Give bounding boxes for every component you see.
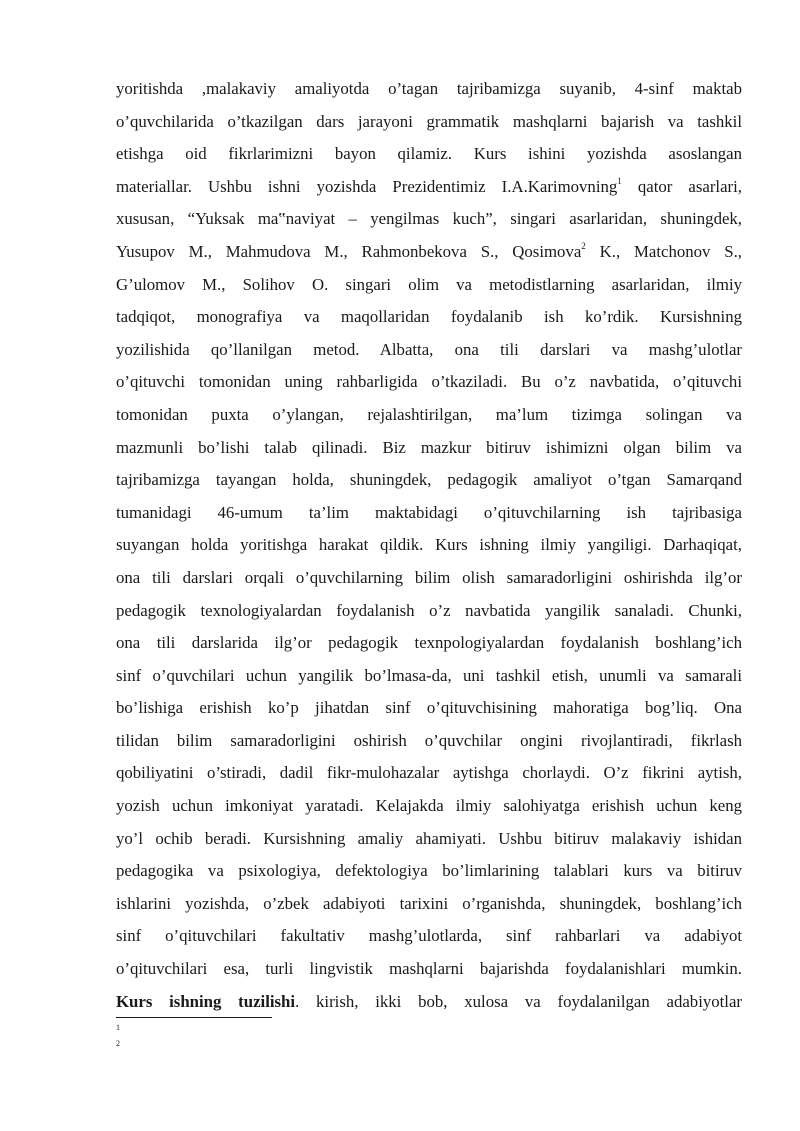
text-line: G’ulomov M., Solihov O. singari olim va metodistlarning asarlaridan, ilmiy	[116, 274, 742, 294]
line-text: . kirish, ikki bob, xulosa va foydalanilgan adabiyotlar	[295, 991, 743, 1011]
text-line	[116, 236, 742, 269]
text-line: sinf o’quvchilari uchun yangilik bo’lmasa-da, uni tashkil etish, unumli va samarali	[116, 665, 742, 685]
text-line: etishga oid fikrlarimizni bayon qilamiz. Kurs ishini yozishda asoslangan	[116, 144, 742, 164]
line-text: K., Matchonov S.,	[585, 241, 742, 261]
text-line: pedagogik texnologiyalardan foydalanish o’z navbatida yangilik sanaladi. Chunki,	[116, 600, 742, 620]
text-line: xususan, “Yuksak ma‟naviyat – yengilmas kuch”, singari asarlaridan, shuningdek,	[116, 209, 742, 229]
body-text	[116, 73, 742, 1018]
text-line: yoritishda ,malakaviy amaliyotda o’tagan tajribamizga suyanib, 4-sinf maktab	[116, 79, 742, 98]
text-line: tajribamizga tayangan holda, shuningdek, pedagogik amaliyot o’tgan Samarqand	[116, 470, 742, 490]
footnote-ref: 1	[617, 176, 622, 187]
line-text: materiallar. Ushbu ishni yozishda Prezidentimiz I.A.Karimovning	[116, 176, 618, 196]
footnote-separator	[116, 1017, 272, 1018]
text-line: o’qituvchilari esa, turli lingvistik mashqlarni bajarishda foydalanishlari mumkin.	[116, 959, 742, 979]
footnote-1-marker: 1	[116, 1023, 120, 1032]
line-text: qator asarlari,	[621, 176, 742, 196]
text-line: ishlarini yozishda, o’zbek adabiyoti tarixini o’rganishda, shuningdek, boshlang’ich	[116, 893, 742, 913]
text-line: bo’lishiga erishish ko’p jihatdan sinf o’qituvchisining mahoratiga bog’liq. Ona	[116, 698, 742, 718]
text-line: yozilishida qo’llanilgan metod. Albatta, ona tili darslari va mashg’ulotlar	[116, 339, 742, 359]
text-line: o’quvchilarida o’tkazilgan dars jarayoni grammatik mashqlarni bajarish va tashkil	[116, 111, 742, 131]
footnote-ref: 2	[581, 241, 586, 252]
text-line: tilidan bilim samaradorligini oshirish o’quvchilar ongini rivojlantiradi, fikrlash	[116, 730, 742, 750]
text-line	[116, 171, 742, 204]
text-line	[116, 986, 742, 1019]
text-line: suyangan holda yoritishga harakat qildik. Kurs ishning ilmiy yangiligi. Darhaqiqat,	[116, 535, 742, 555]
text-line: yo’l ochib beradi. Kursishning amaliy ahamiyati. Ushbu bitiruv malakaviy ishidan	[116, 828, 742, 848]
text-line: yozish uchun imkoniyat yaratadi. Kelajakda ilmiy salohiyatga erishish uchun keng	[116, 796, 742, 816]
text-line: tomonidan puxta o’ylangan, rejalashtirilgan, ma’lum tizimga solingan va	[116, 404, 742, 424]
text-line: ona tili darslarida ilg’or pedagogik texnpologiyalardan foydalanish boshlang’ich	[116, 633, 742, 653]
text-line: qobiliyatini o’stiradi, dadil fikr-mulohazalar aytishga chorlaydi. O’z fikrini aytish,	[116, 763, 742, 783]
footnote-2-marker: 2	[116, 1039, 120, 1048]
text-line: pedagogika va psixologiya, defektologiya bo’limlarining talablari kurs va bitiruv	[116, 861, 742, 881]
text-line: o’qituvchi tomonidan uning rahbarligida o’tkaziladi. Bu o’z navbatida, o’qituvchi	[116, 372, 742, 392]
text-line: mazmunli bo’lishi talab qilinadi. Biz mazkur bitiruv ishimizni olgan bilim va	[116, 437, 742, 457]
section-heading: Kurs ishning tuzilishi	[116, 991, 296, 1011]
text-line: sinf o’qituvchilari fakultativ mashg’ulotlarda, sinf rahbarlari va adabiyot	[116, 926, 742, 946]
text-line: tadqiqot, monografiya va maqollaridan foydalanib ish ko’rdik. Kursishning	[116, 307, 742, 327]
line-text: Yusupov M., Mahmudova M., Rahmonbekova S., Qosimova	[116, 241, 582, 261]
text-line: tumanidagi 46-umum ta’lim maktabidagi o’qituvchilarning ish tajribasiga	[116, 502, 742, 522]
text-line: ona tili darslari orqali o’quvchilarning bilim olish samaradorligini oshirishda ilg’or	[116, 567, 742, 587]
